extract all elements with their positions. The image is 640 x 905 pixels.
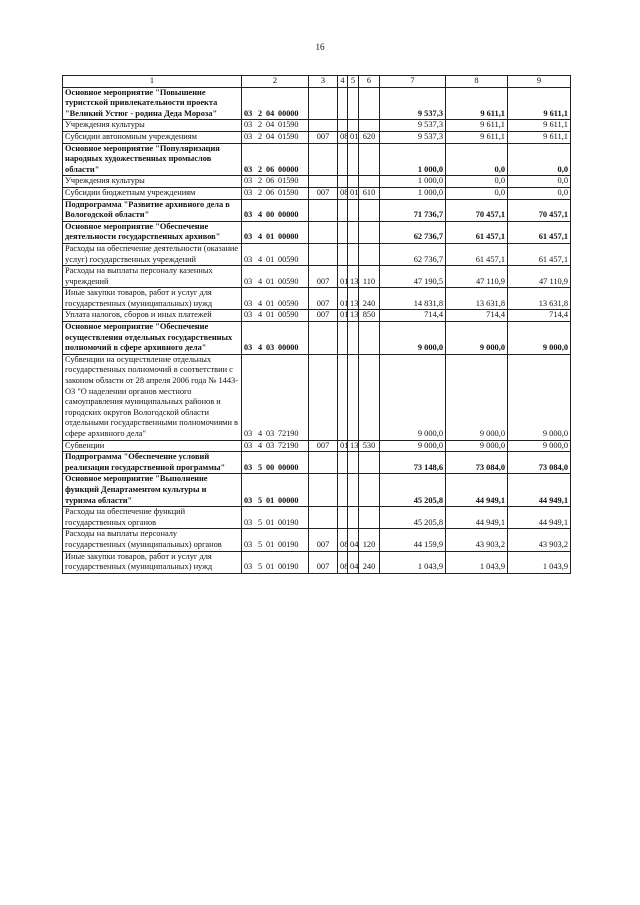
- code-event: 01: [266, 254, 275, 264]
- table-row: [63, 551, 571, 573]
- code-direction: 00190: [278, 562, 299, 572]
- row-amount-year1: 47 190,5: [380, 266, 446, 288]
- row-amount-year2: 44 949,1: [446, 507, 508, 529]
- code-direction: 01590: [278, 187, 299, 197]
- row-section: 08: [338, 529, 348, 551]
- code-direction: 00000: [278, 495, 299, 505]
- table-row: [63, 221, 571, 243]
- code-program: 03: [244, 539, 253, 549]
- row-target-code: [242, 131, 309, 143]
- code-direction: 00590: [278, 310, 299, 320]
- code-subprogram: 4: [258, 298, 263, 308]
- header-cell: 9: [508, 76, 571, 88]
- row-name: Учреждения культуры: [63, 120, 242, 132]
- row-target-code: [242, 87, 309, 120]
- header-cell: 7: [380, 76, 446, 88]
- row-ministry: [309, 354, 338, 440]
- row-target-code: [242, 288, 309, 310]
- row-amount-year3: 9 611,1: [508, 131, 571, 143]
- row-amount-year2: 9 611,1: [446, 131, 508, 143]
- row-ministry: 007: [309, 529, 338, 551]
- code-direction: 00000: [278, 462, 299, 472]
- row-amount-year1: 9 537,3: [380, 120, 446, 132]
- header-cell: 2: [242, 76, 309, 88]
- row-section: [338, 120, 348, 132]
- row-amount-year1: 9 000,0: [380, 354, 446, 440]
- row-expense-type: [359, 452, 380, 474]
- row-subsection: [348, 120, 359, 132]
- table-row: [63, 131, 571, 143]
- row-ministry: 007: [309, 187, 338, 199]
- row-amount-year3: 70 457,1: [508, 199, 571, 221]
- row-expense-type: [359, 199, 380, 221]
- row-name: Основное мероприятие "Обеспечение деятельности государственных архивов": [63, 221, 242, 243]
- code-subprogram: 2: [258, 176, 263, 186]
- code-subprogram: 4: [258, 210, 263, 220]
- row-target-code: [242, 452, 309, 474]
- code-subprogram: 5: [258, 517, 263, 527]
- row-amount-year3: 61 457,1: [508, 243, 571, 265]
- code-event: 01: [266, 517, 275, 527]
- row-amount-year1: 71 736,7: [380, 199, 446, 221]
- row-target-code: [242, 507, 309, 529]
- row-target-code: [242, 474, 309, 507]
- row-amount-year3: 9 000,0: [508, 440, 571, 452]
- row-section: [338, 452, 348, 474]
- header-cell: 3: [309, 76, 338, 88]
- row-amount-year3: 73 084,0: [508, 452, 571, 474]
- code-subprogram: 4: [258, 232, 263, 242]
- row-expense-type: [359, 243, 380, 265]
- code-program: 03: [244, 517, 253, 527]
- row-amount-year2: 73 084,0: [446, 452, 508, 474]
- code-program: 03: [244, 210, 253, 220]
- table-row: [63, 199, 571, 221]
- row-section: [338, 199, 348, 221]
- code-event: 06: [266, 187, 275, 197]
- code-program: 03: [244, 310, 253, 320]
- code-direction: 00590: [278, 298, 299, 308]
- row-ministry: [309, 120, 338, 132]
- code-direction: 00190: [278, 539, 299, 549]
- row-subsection: 01: [348, 131, 359, 143]
- table-row: [63, 452, 571, 474]
- row-name: Субвенции на осуществление отдельных государственных полномочий в соответствии с законом области от 28 апреля 2006 года № 1443-ОЗ "О наделении органов местного самоуправления муниципальных районов и городских округов Вологодской области отдельными государственными полномочиями в сфере архивного дела": [63, 354, 242, 440]
- row-amount-year2: 70 457,1: [446, 199, 508, 221]
- row-amount-year2: 0,0: [446, 176, 508, 188]
- row-section: [338, 221, 348, 243]
- code-subprogram: 2: [258, 187, 263, 197]
- row-amount-year1: 62 736,7: [380, 243, 446, 265]
- row-ministry: [309, 87, 338, 120]
- row-target-code: [242, 322, 309, 355]
- code-event: 06: [266, 176, 275, 186]
- row-subsection: 01: [348, 187, 359, 199]
- table-row: [63, 507, 571, 529]
- row-section: 01: [338, 310, 348, 322]
- code-subprogram: 5: [258, 462, 263, 472]
- row-amount-year3: 13 631,8: [508, 288, 571, 310]
- row-expense-type: 530: [359, 440, 380, 452]
- row-subsection: 04: [348, 551, 359, 573]
- row-expense-type: [359, 474, 380, 507]
- row-amount-year2: 0,0: [446, 143, 508, 176]
- row-name: Подпрограмма "Обеспечение условий реализации государственной программы": [63, 452, 242, 474]
- row-amount-year3: 0,0: [508, 176, 571, 188]
- row-subsection: [348, 322, 359, 355]
- row-section: [338, 507, 348, 529]
- row-target-code: [242, 143, 309, 176]
- code-event: 04: [266, 120, 275, 130]
- row-name: Расходы на выплаты персоналу казенных учреждений: [63, 266, 242, 288]
- code-direction: 00000: [278, 108, 299, 118]
- table-row: [63, 243, 571, 265]
- row-amount-year3: 9 000,0: [508, 322, 571, 355]
- row-section: [338, 474, 348, 507]
- row-expense-type: 610: [359, 187, 380, 199]
- code-program: 03: [244, 462, 253, 472]
- code-program: 03: [244, 232, 253, 242]
- row-name: Уплата налогов, сборов и иных платежей: [63, 310, 242, 322]
- code-event: 01: [266, 539, 275, 549]
- code-program: 03: [244, 343, 253, 353]
- code-program: 03: [244, 429, 253, 438]
- row-amount-year3: 9 000,0: [508, 354, 571, 440]
- row-ministry: [309, 474, 338, 507]
- code-program: 03: [244, 440, 253, 450]
- row-ministry: [309, 243, 338, 265]
- code-direction: 00590: [278, 254, 299, 264]
- row-amount-year2: 9 000,0: [446, 322, 508, 355]
- code-program: 03: [244, 164, 253, 174]
- row-amount-year3: 44 949,1: [508, 474, 571, 507]
- table-row: [63, 288, 571, 310]
- row-amount-year3: 0,0: [508, 187, 571, 199]
- row-target-code: [242, 187, 309, 199]
- code-event: 01: [266, 298, 275, 308]
- code-program: 03: [244, 562, 253, 572]
- row-target-code: [242, 120, 309, 132]
- code-event: 00: [266, 210, 275, 220]
- code-program: 03: [244, 187, 253, 197]
- row-name: Субсидии автономным учреждениям: [63, 131, 242, 143]
- row-name: Субвенции: [63, 440, 242, 452]
- row-name: Иные закупки товаров, работ и услуг для государственных (муниципальных) нужд: [63, 551, 242, 573]
- code-subprogram: 4: [258, 429, 263, 438]
- row-name: Основное мероприятие "Популяризация народных художественных промыслов области": [63, 143, 242, 176]
- row-amount-year1: 44 159,9: [380, 529, 446, 551]
- row-name: Основное мероприятие "Выполнение функций Департаментом культуры и туризма области": [63, 474, 242, 507]
- row-expense-type: 110: [359, 266, 380, 288]
- row-subsection: [348, 87, 359, 120]
- row-section: [338, 243, 348, 265]
- code-event: 06: [266, 164, 275, 174]
- row-subsection: 13: [348, 440, 359, 452]
- code-direction: 72190: [278, 440, 299, 450]
- row-name: Иные закупки товаров, работ и услуг для государственных (муниципальных) нужд: [63, 288, 242, 310]
- code-program: 03: [244, 120, 253, 130]
- row-amount-year1: 62 736,7: [380, 221, 446, 243]
- row-amount-year2: 43 903,2: [446, 529, 508, 551]
- code-event: 03: [266, 429, 275, 438]
- row-subsection: [348, 199, 359, 221]
- row-ministry: 007: [309, 310, 338, 322]
- table-row: [63, 529, 571, 551]
- code-event: 01: [266, 310, 275, 320]
- code-direction: 00000: [278, 210, 299, 220]
- row-expense-type: [359, 221, 380, 243]
- code-subprogram: 2: [258, 108, 263, 118]
- row-ministry: 007: [309, 131, 338, 143]
- code-direction: 00000: [278, 232, 299, 242]
- table-row: [63, 187, 571, 199]
- row-ministry: [309, 143, 338, 176]
- row-amount-year2: 9 611,1: [446, 87, 508, 120]
- row-name: Расходы на выплаты персоналу государственных (муниципальных) органов: [63, 529, 242, 551]
- row-subsection: [348, 221, 359, 243]
- code-subprogram: 4: [258, 276, 263, 286]
- row-expense-type: [359, 507, 380, 529]
- row-target-code: [242, 266, 309, 288]
- row-target-code: [242, 176, 309, 188]
- table-row: [63, 310, 571, 322]
- row-ministry: [309, 176, 338, 188]
- row-subsection: [348, 243, 359, 265]
- row-amount-year2: 714,4: [446, 310, 508, 322]
- row-expense-type: [359, 354, 380, 440]
- header-row: [63, 76, 571, 88]
- row-subsection: [348, 143, 359, 176]
- code-subprogram: 2: [258, 164, 263, 174]
- row-amount-year3: 1 043,9: [508, 551, 571, 573]
- budget-table: [62, 75, 571, 574]
- table-row: [63, 120, 571, 132]
- code-subprogram: 2: [258, 120, 263, 130]
- code-event: 01: [266, 276, 275, 286]
- row-ministry: [309, 322, 338, 355]
- row-name: Учреждения культуры: [63, 176, 242, 188]
- row-subsection: [348, 474, 359, 507]
- code-program: 03: [244, 495, 253, 505]
- row-expense-type: [359, 143, 380, 176]
- row-target-code: [242, 354, 309, 440]
- header-cell: 6: [359, 76, 380, 88]
- code-program: 03: [244, 131, 253, 141]
- row-amount-year2: 13 631,8: [446, 288, 508, 310]
- header-cell: 5: [348, 76, 359, 88]
- row-amount-year1: 9 000,0: [380, 322, 446, 355]
- row-amount-year2: 47 110,9: [446, 266, 508, 288]
- table-row: [63, 440, 571, 452]
- table-row: [63, 87, 571, 120]
- row-amount-year2: 44 949,1: [446, 474, 508, 507]
- row-amount-year1: 14 831,8: [380, 288, 446, 310]
- code-event: 03: [266, 343, 275, 353]
- row-section: [338, 354, 348, 440]
- row-ministry: 007: [309, 440, 338, 452]
- table-row: [63, 322, 571, 355]
- row-subsection: [348, 507, 359, 529]
- row-section: [338, 143, 348, 176]
- row-target-code: [242, 310, 309, 322]
- header-cell: 4: [338, 76, 348, 88]
- row-expense-type: 240: [359, 551, 380, 573]
- row-subsection: 13: [348, 266, 359, 288]
- row-target-code: [242, 529, 309, 551]
- row-expense-type: 120: [359, 529, 380, 551]
- row-amount-year3: 47 110,9: [508, 266, 571, 288]
- code-direction: 00000: [278, 343, 299, 353]
- code-event: 03: [266, 440, 275, 450]
- code-subprogram: 5: [258, 495, 263, 505]
- row-amount-year3: 61 457,1: [508, 221, 571, 243]
- table-row: [63, 143, 571, 176]
- row-ministry: [309, 199, 338, 221]
- row-subsection: [348, 452, 359, 474]
- row-section: 08: [338, 187, 348, 199]
- row-amount-year1: 1 000,0: [380, 176, 446, 188]
- row-expense-type: 850: [359, 310, 380, 322]
- row-amount-year2: 9 611,1: [446, 120, 508, 132]
- table-row: [63, 354, 571, 440]
- row-amount-year2: 61 457,1: [446, 221, 508, 243]
- code-program: 03: [244, 276, 253, 286]
- row-amount-year1: 714,4: [380, 310, 446, 322]
- header-cell: 1: [63, 76, 242, 88]
- code-event: 01: [266, 495, 275, 505]
- row-amount-year1: 1 043,9: [380, 551, 446, 573]
- table-row: [63, 176, 571, 188]
- row-section: 01: [338, 266, 348, 288]
- row-ministry: [309, 507, 338, 529]
- row-subsection: [348, 354, 359, 440]
- code-direction: 72190: [278, 429, 299, 438]
- code-program: 03: [244, 298, 253, 308]
- row-ministry: 007: [309, 288, 338, 310]
- code-direction: 01590: [278, 176, 299, 186]
- row-expense-type: [359, 322, 380, 355]
- row-expense-type: 620: [359, 131, 380, 143]
- row-subsection: [348, 176, 359, 188]
- code-subprogram: 4: [258, 254, 263, 264]
- row-ministry: 007: [309, 551, 338, 573]
- row-amount-year1: 1 000,0: [380, 143, 446, 176]
- row-target-code: [242, 199, 309, 221]
- row-expense-type: 240: [359, 288, 380, 310]
- row-section: 08: [338, 131, 348, 143]
- row-amount-year3: 9 611,1: [508, 120, 571, 132]
- row-expense-type: [359, 87, 380, 120]
- row-expense-type: [359, 120, 380, 132]
- row-amount-year2: 0,0: [446, 187, 508, 199]
- code-event: 04: [266, 108, 275, 118]
- row-subsection: 13: [348, 310, 359, 322]
- code-subprogram: 4: [258, 343, 263, 353]
- row-amount-year2: 1 043,9: [446, 551, 508, 573]
- row-amount-year3: 0,0: [508, 143, 571, 176]
- code-direction: 01590: [278, 131, 299, 141]
- row-section: 01: [338, 440, 348, 452]
- code-direction: 00000: [278, 164, 299, 174]
- row-amount-year3: 9 611,1: [508, 87, 571, 120]
- row-amount-year1: 45 205,8: [380, 474, 446, 507]
- row-ministry: [309, 452, 338, 474]
- row-amount-year1: 1 000,0: [380, 187, 446, 199]
- row-name: Субсидии бюджетным учреждениям: [63, 187, 242, 199]
- row-target-code: [242, 221, 309, 243]
- code-direction: 01590: [278, 120, 299, 130]
- table-row: [63, 266, 571, 288]
- row-amount-year2: 61 457,1: [446, 243, 508, 265]
- code-direction: 00190: [278, 517, 299, 527]
- row-ministry: 007: [309, 266, 338, 288]
- row-amount-year1: 73 148,6: [380, 452, 446, 474]
- row-amount-year1: 9 537,3: [380, 131, 446, 143]
- table-row: [63, 474, 571, 507]
- row-amount-year3: 43 903,2: [508, 529, 571, 551]
- row-section: 01: [338, 288, 348, 310]
- row-amount-year1: 9 537,3: [380, 87, 446, 120]
- row-target-code: [242, 440, 309, 452]
- row-name: Подпрограмма "Развитие архивного дела в Вологодской области": [63, 199, 242, 221]
- code-event: 04: [266, 131, 275, 141]
- code-subprogram: 5: [258, 562, 263, 572]
- code-direction: 00590: [278, 276, 299, 286]
- row-subsection: 04: [348, 529, 359, 551]
- code-subprogram: 4: [258, 440, 263, 450]
- code-event: 01: [266, 562, 275, 572]
- row-expense-type: [359, 176, 380, 188]
- row-amount-year2: 9 000,0: [446, 440, 508, 452]
- page-number: 16: [315, 42, 325, 52]
- row-amount-year3: 714,4: [508, 310, 571, 322]
- code-program: 03: [244, 254, 253, 264]
- row-amount-year1: 45 205,8: [380, 507, 446, 529]
- header-cell: 8: [446, 76, 508, 88]
- row-name: Расходы на обеспечение деятельности (оказание услуг) государственных учреждений: [63, 243, 242, 265]
- row-name: Основное мероприятие "Повышение туристской привлекательности проекта "Великий Устюг - родина Деда Мороза": [63, 87, 242, 120]
- row-section: [338, 322, 348, 355]
- code-program: 03: [244, 176, 253, 186]
- row-amount-year1: 9 000,0: [380, 440, 446, 452]
- row-target-code: [242, 551, 309, 573]
- code-subprogram: 2: [258, 131, 263, 141]
- row-amount-year2: 9 000,0: [446, 354, 508, 440]
- row-subsection: 13: [348, 288, 359, 310]
- row-ministry: [309, 221, 338, 243]
- code-program: 03: [244, 108, 253, 118]
- row-section: 08: [338, 551, 348, 573]
- code-event: 00: [266, 462, 275, 472]
- row-section: [338, 87, 348, 120]
- row-name: Расходы на обеспечение функций государственных органов: [63, 507, 242, 529]
- row-target-code: [242, 243, 309, 265]
- row-amount-year3: 44 949,1: [508, 507, 571, 529]
- code-subprogram: 5: [258, 539, 263, 549]
- row-name: Основное мероприятие "Обеспечение осуществления отдельных государственных полномочий в сфере архивного дела": [63, 322, 242, 355]
- row-section: [338, 176, 348, 188]
- code-subprogram: 4: [258, 310, 263, 320]
- code-event: 01: [266, 232, 275, 242]
